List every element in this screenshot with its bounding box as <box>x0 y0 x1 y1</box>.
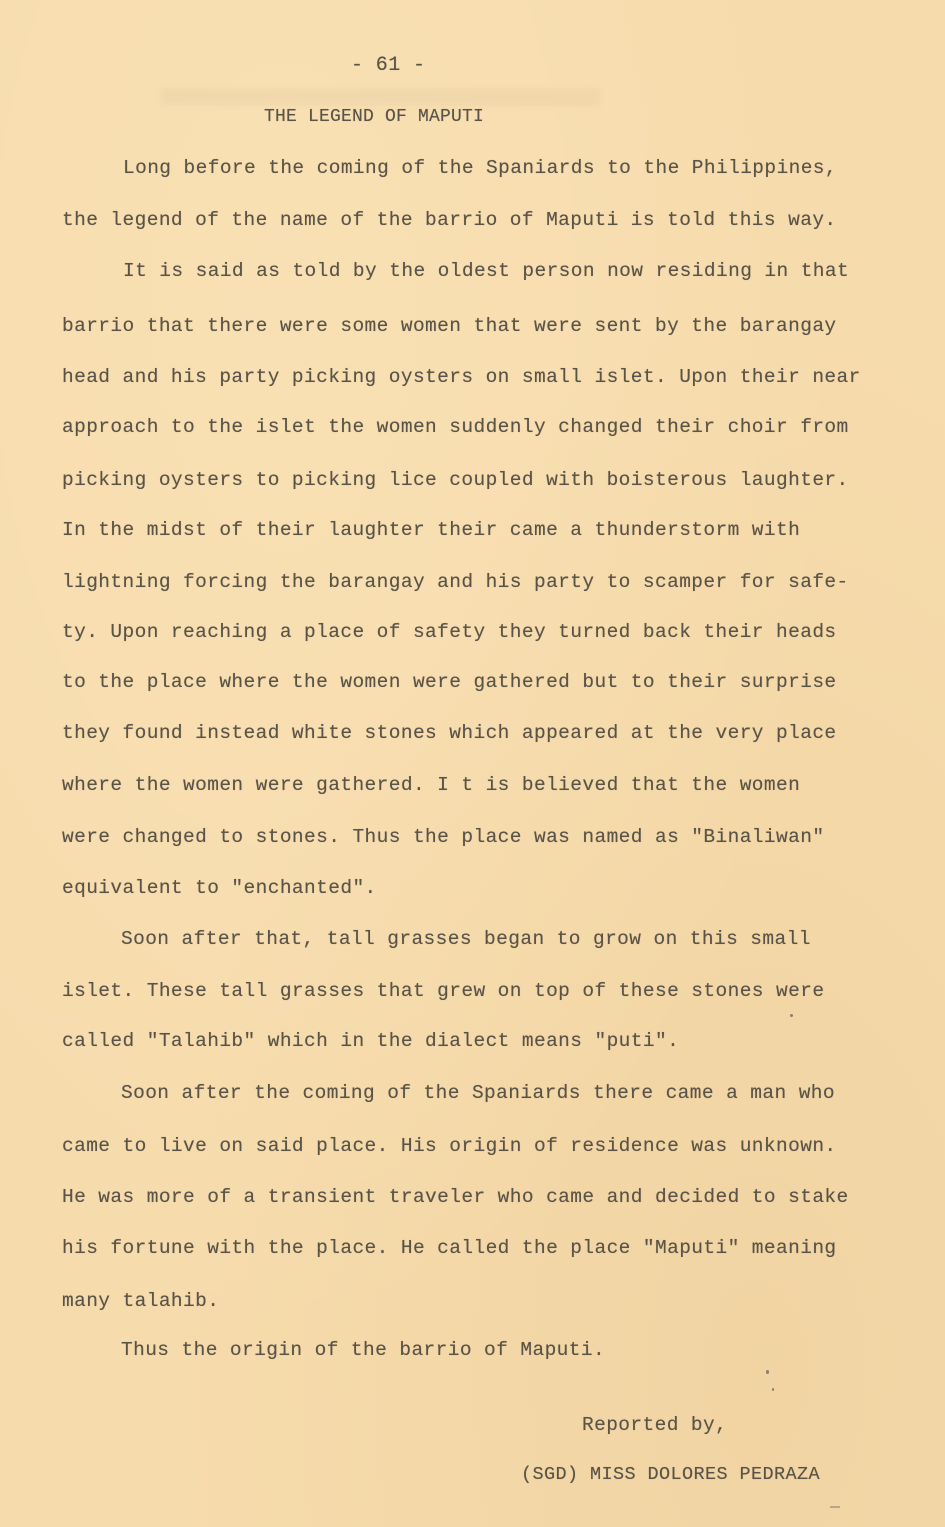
ink-speck <box>772 1388 774 1391</box>
text-line: Long before the coming of the Spaniards to the Philippines, <box>123 157 838 179</box>
text-line: head and his party picking oysters on small islet. Upon their near <box>62 366 861 388</box>
text-line: lightning forcing the barangay and his party to scamper for safe- <box>62 571 849 593</box>
text-line: many talahib. <box>62 1290 220 1312</box>
text-line: He was more of a transient traveler who came and decided to stake <box>62 1186 849 1208</box>
text-line: In the midst of their laughter their came a thunderstorm with <box>62 519 801 541</box>
faded-ghost-text <box>160 88 600 106</box>
page-title: THE LEGEND OF MAPUTI <box>264 107 485 127</box>
page-number: - 61 - <box>351 54 426 77</box>
text-line: to the place where the women were gathered but to their surprise <box>62 671 837 693</box>
signature-line: (SGD) MISS DOLORES PEDRAZA <box>521 1464 821 1485</box>
stray-mark <box>830 1506 840 1508</box>
text-line: his fortune with the place. He called the place "Maputi" meaning <box>62 1237 837 1259</box>
text-line: barrio that there were some women that were sent by the barangay <box>62 315 837 337</box>
text-line: equivalent to "enchanted". <box>62 877 377 899</box>
text-line: were changed to stones. Thus the place was named as "Binaliwan" <box>62 826 825 848</box>
text-line: came to live on said place. His origin of residence was unknown. <box>62 1135 837 1157</box>
text-line: Soon after the coming of the Spaniards there came a man who <box>121 1082 836 1104</box>
text-line: islet. These tall grasses that grew on top of these stones were <box>62 980 825 1002</box>
text-line: approach to the islet the women suddenly changed their choir from <box>62 416 849 438</box>
text-line: ty. Upon reaching a place of safety they turned back their heads <box>62 621 837 643</box>
text-line: called "Talahib" which in the dialect means "puti". <box>62 1030 680 1052</box>
ink-speck <box>790 1014 793 1017</box>
ink-speck <box>766 1370 769 1374</box>
reported-by-label: Reported by, <box>582 1414 728 1436</box>
text-line: they found instead white stones which appeared at the very place <box>62 722 837 744</box>
text-line: where the women were gathered. I t is believed that the women <box>62 774 801 796</box>
text-line: the legend of the name of the barrio of Maputi is told this way. <box>62 209 837 231</box>
text-line: It is said as told by the oldest person now residing in that <box>123 260 850 282</box>
text-line: Thus the origin of the barrio of Maputi. <box>121 1339 606 1361</box>
text-line: Soon after that, tall grasses began to grow on this small <box>121 928 811 950</box>
text-line: picking oysters to picking lice coupled with boisterous laughter. <box>62 469 849 491</box>
